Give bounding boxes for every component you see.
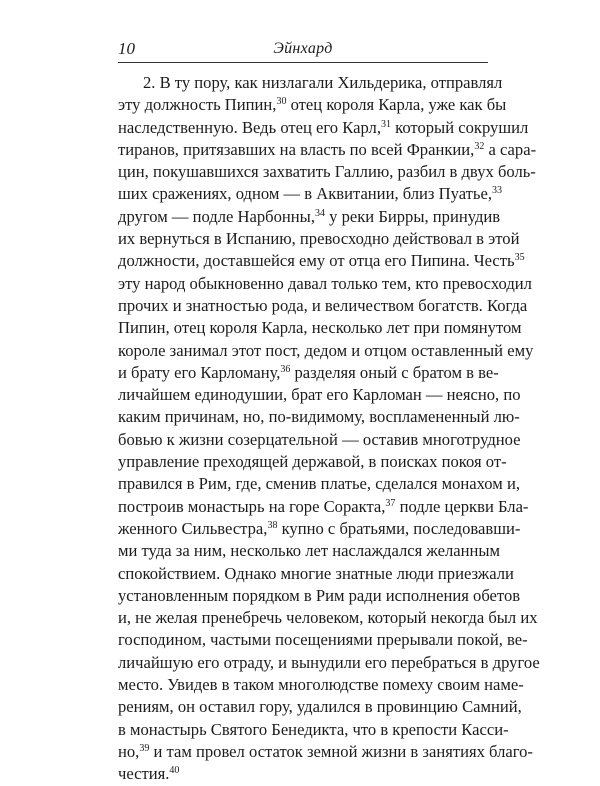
text-line: [118, 250, 525, 272]
text-segment: другом — подле Нарбонны,: [118, 206, 315, 226]
text-line: [118, 384, 521, 406]
text-line: [118, 206, 501, 228]
text-line: [118, 652, 540, 674]
text-line: [118, 273, 532, 295]
footnote-marker: 36: [280, 363, 291, 375]
text-line: [118, 317, 522, 339]
text-segment: короле занимал этот пост, дедом и отцом оставленный ему: [118, 340, 534, 360]
text-segment: у реки Бирры, принудив: [324, 206, 501, 226]
page-number: 10: [118, 39, 135, 58]
text-segment: ших сражениях, одном — в Аквитании, близ Пуатье,: [118, 184, 492, 204]
text-line: [118, 94, 507, 116]
text-line: [118, 607, 538, 629]
text-line: [118, 563, 514, 585]
text-line: [118, 161, 536, 183]
text-segment: спокойствием. Однако многие знатные люди приезжали: [118, 563, 514, 583]
text-line: [118, 406, 520, 428]
text-segment: каким причинам, но, по-видимому, воспламененный лю-: [118, 407, 520, 427]
text-line: [118, 340, 534, 362]
text-line: [118, 139, 537, 161]
text-line: [118, 295, 528, 317]
text-segment: отец короля Карла, уже как бы: [286, 95, 507, 115]
text-segment: личайшем единодушии, брат его Карломан — неясно, по: [118, 385, 521, 405]
header-divider: [118, 62, 488, 63]
text-line: [118, 719, 509, 741]
text-segment: наследственную. Ведь отец его Карл,: [118, 117, 381, 137]
text-line: [118, 741, 533, 763]
text-segment: тиранов, притязавших на власть по всей Франкии,: [118, 139, 475, 159]
page-header: [118, 38, 488, 64]
running-head-title: Эйнхард: [273, 40, 333, 57]
text-line: [118, 451, 507, 473]
text-segment: Пипин, отец короля Карла, несколько лет при помянутом: [118, 318, 522, 338]
text-segment: который сокрушил: [390, 117, 529, 137]
text-segment: личайшую его отраду, и вынудили его перебраться в другое: [118, 652, 540, 672]
text-segment: их вернуться в Испанию, превосходно действовал в этой: [118, 229, 520, 249]
text-segment: должности, доставшейся ему от отца его Пипина. Честь: [118, 251, 515, 271]
footnote-marker: 34: [314, 207, 325, 219]
text-segment: рениям, он оставил гору, удалился в провинцию Самний,: [118, 697, 522, 717]
text-line: [118, 183, 502, 205]
text-segment: управление преходящей державой, в поисках покоя от-: [118, 452, 507, 472]
text-segment: разделяя оный с братом в ве-: [290, 362, 499, 382]
text-segment: женного Сильвестра,: [118, 518, 268, 538]
text-segment: и брату его Карломану,: [118, 362, 281, 382]
text-segment: прочих и знатностью рода, и величеством богатств. Когда: [118, 295, 528, 315]
text-line: [118, 518, 521, 540]
text-line: [118, 585, 521, 607]
footnote-marker: 37: [385, 497, 396, 509]
text-segment: подле церкви Бла-: [395, 496, 529, 516]
footnote-marker: 33: [491, 185, 502, 197]
text-segment: и, не желая пренебречь человеком, который некогда был их: [118, 608, 538, 628]
footnote-marker: 39: [139, 742, 150, 754]
footnote-marker: 38: [267, 519, 278, 531]
text-segment: бовью к жизни созерцательной — оставив многотрудное: [118, 429, 521, 449]
text-line: [118, 674, 524, 696]
text-segment: цин, покушавшихся захватить Галлию, разбил в двух боль-: [118, 162, 536, 182]
footnote-marker: 35: [514, 252, 525, 264]
footnote-marker: 32: [474, 140, 485, 152]
main-text-paragraph: [118, 72, 540, 786]
text-segment: 2. В ту пору, как низлагали Хильдерика, отправлял: [143, 73, 503, 92]
text-line: [118, 763, 488, 785]
footnote-marker: 31: [380, 118, 391, 130]
text-line: [118, 228, 520, 250]
text-segment: а сара-: [484, 139, 537, 159]
text-line: [118, 117, 529, 139]
text-segment: но,: [118, 741, 140, 761]
text-segment: в монастырь Святого Бенедикта, что в крепости Касси-: [118, 719, 509, 739]
text-line: [118, 696, 522, 718]
text-line: [118, 362, 499, 384]
text-line: [118, 72, 503, 94]
text-segment: построив монастырь на горе Соракта,: [118, 496, 386, 516]
text-line: [118, 629, 528, 651]
text-line: [118, 496, 529, 518]
text-segment: эту народ обыкновенно давал только тем, кто превосходил: [118, 273, 532, 293]
text-segment: купно с братьями, последовавши-: [277, 518, 521, 538]
text-segment: правился в Рим, где, сменив платье, сделался монахом и,: [118, 474, 520, 494]
text-segment: ми туда за ним, несколько лет наслаждался желанным: [118, 541, 501, 561]
text-segment: и там провел остаток земной жизни в занятиях благо-: [149, 741, 533, 761]
text-line: [118, 540, 501, 562]
text-line: [118, 473, 520, 495]
text-line: [118, 429, 521, 451]
text-segment: господином, частыми посещениями прерывали покой, ве-: [118, 630, 528, 650]
footnote-marker: 40: [169, 765, 180, 777]
text-segment: место. Увидев в таком многолюдстве помеху своим наме-: [118, 675, 524, 695]
text-segment: честия.: [118, 764, 170, 784]
text-segment: установленным порядком в Рим ради исполнения обетов: [118, 585, 521, 605]
text-segment: эту должность Пипин,: [118, 95, 277, 115]
footnote-marker: 30: [276, 96, 287, 108]
